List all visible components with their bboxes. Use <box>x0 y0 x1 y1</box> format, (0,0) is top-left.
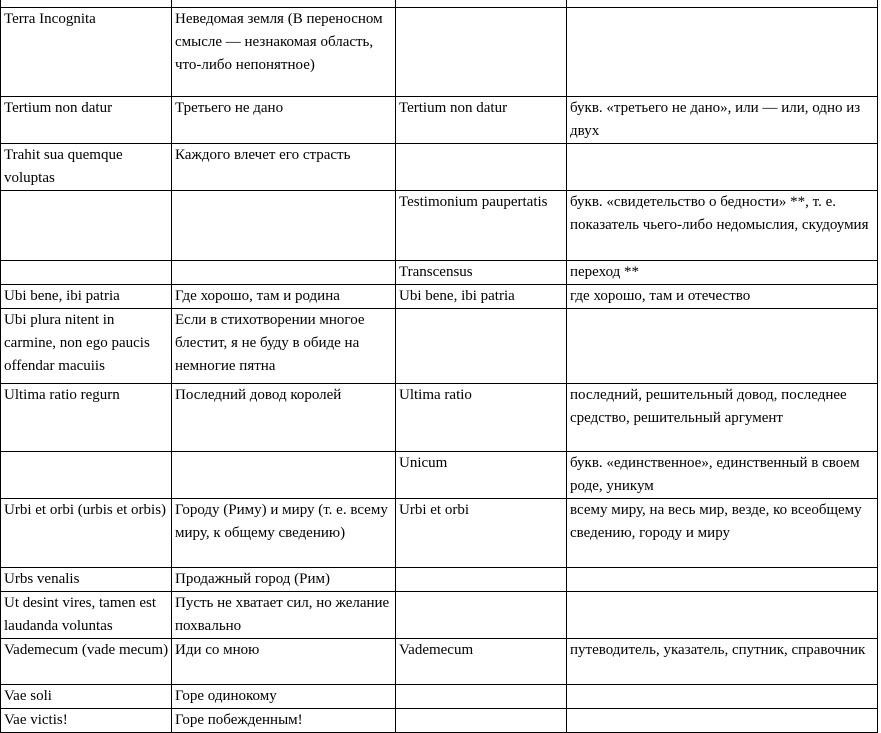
table-row <box>1 261 878 285</box>
table-cell-translation <box>172 709 396 733</box>
cell-text: Urbi et orbi <box>399 502 469 518</box>
table-row <box>1 499 878 568</box>
table-cell-translation <box>172 592 396 639</box>
table-cell-latin <box>1 285 172 309</box>
table-row <box>1 639 878 685</box>
table-cell-translation <box>172 8 396 97</box>
table-cell-translation <box>172 639 396 685</box>
table-cell-latin <box>1 499 172 568</box>
cell-text: Urbs venalis <box>4 571 80 587</box>
table-cell-latin <box>1 191 172 261</box>
cell-text: Testimonium paupertatis <box>399 194 548 210</box>
table-row <box>1 97 878 144</box>
cell-text: Urbi et orbi (urbis et orbis) <box>4 502 167 518</box>
table-cell-translation <box>172 452 396 499</box>
table-cell-meaning <box>567 452 878 499</box>
table-cell-latin-short <box>396 285 567 309</box>
table-cell-latin <box>1 0 172 8</box>
table-cell-latin-short <box>396 499 567 568</box>
table-cell-latin-short <box>396 685 567 709</box>
table-cell-latin <box>1 261 172 285</box>
table-cell-latin <box>1 144 172 191</box>
table-cell-meaning <box>567 191 878 261</box>
cell-text: Unicum <box>399 455 448 471</box>
table-cell-translation <box>172 285 396 309</box>
table-cell-meaning <box>567 499 878 568</box>
table-cell-latin <box>1 685 172 709</box>
table-cell-translation <box>172 191 396 261</box>
table-row <box>1 709 878 733</box>
table-cell-translation <box>172 384 396 452</box>
table-cell-meaning <box>567 144 878 191</box>
cell-text: букв. «единственное», единственный в своем роде, уникум <box>570 455 860 494</box>
table-cell-latin <box>1 384 172 452</box>
table-cell-latin <box>1 709 172 733</box>
table-row <box>1 144 878 191</box>
table-cell-latin <box>1 568 172 592</box>
table-cell-meaning <box>567 97 878 144</box>
cell-text: Transcensus <box>399 264 473 280</box>
table-cell-translation <box>172 568 396 592</box>
table-row <box>1 8 878 97</box>
table-cell-latin-short <box>396 309 567 384</box>
table-cell-translation <box>172 309 396 384</box>
table-cell-translation <box>172 261 396 285</box>
cell-text: всему миру, на весь мир, везде, ко всеобщему сведению, городу и миру <box>570 502 862 541</box>
table-cell-meaning <box>567 0 878 8</box>
cell-text: Последний довод королей <box>175 387 342 403</box>
cell-text: Третьего не дано <box>175 100 284 116</box>
cell-text: Vademecum <box>399 642 474 658</box>
table-cell-latin-short <box>396 384 567 452</box>
table-cell-translation <box>172 0 396 8</box>
cell-text: Иди со мною <box>175 642 260 658</box>
table-row <box>1 685 878 709</box>
table-cell-latin-short <box>396 452 567 499</box>
table-cell-latin-short <box>396 0 567 8</box>
table-cell-meaning <box>567 309 878 384</box>
cell-text: Неведомая земля (В переносном смысле — незнакомая область, что-либо непонятное) <box>175 11 383 73</box>
cell-text: Каждого влечет его страсть <box>175 147 351 163</box>
cell-text: Tertium non datur <box>4 100 113 116</box>
table-cell-translation <box>172 685 396 709</box>
table-row <box>1 384 878 452</box>
cell-text: Горе одинокому <box>175 688 277 704</box>
table-cell-latin-short <box>396 709 567 733</box>
table-cell-meaning <box>567 8 878 97</box>
table-cell-meaning <box>567 261 878 285</box>
cell-text: Trahit sua quemque voluptas <box>4 147 123 186</box>
cell-text: где хорошо, там и отечество <box>570 288 751 304</box>
table-cell-meaning <box>567 639 878 685</box>
cell-text: Ubi bene, ibi patria <box>4 288 120 304</box>
cell-text: последний, решительный довод, последнее средство, решительный аргумент <box>570 387 847 426</box>
cell-text: переход ** <box>570 264 640 280</box>
cell-text: букв. «третьего не дано», или — или, одно из двух <box>570 100 861 139</box>
cell-text: Горе побежденным! <box>175 712 303 728</box>
cell-text: Ubi plura nitent in carmine, non ego paucis offendar macuiis <box>4 312 150 374</box>
cell-text: Vademecum (vade mecum) <box>4 642 169 658</box>
table-row <box>1 309 878 384</box>
cell-text: Ut desint vires, tamen est laudanda voluntas <box>4 595 157 634</box>
table-cell-meaning <box>567 709 878 733</box>
table-cell-meaning <box>567 685 878 709</box>
table-row <box>1 191 878 261</box>
table-cell-latin <box>1 309 172 384</box>
table-cell-meaning <box>567 285 878 309</box>
table-cell-latin-short <box>396 261 567 285</box>
cell-text: путеводитель, указатель, спутник, справочник <box>570 642 866 658</box>
cell-text: Vae soli <box>4 688 52 704</box>
table-cell-latin-short <box>396 191 567 261</box>
cell-text: букв. «свидетельство о бедности» **, т. е. показатель чьего-либо недомыслия, скудоумия <box>570 194 869 233</box>
table-cell-latin <box>1 8 172 97</box>
table-cell-translation <box>172 499 396 568</box>
table-cell-latin <box>1 97 172 144</box>
cell-text: Ultima ratio <box>399 387 472 403</box>
cell-text: Городу (Риму) и миру (т. е. всему миру, к общему сведению) <box>175 502 388 541</box>
table-cell-latin-short <box>396 639 567 685</box>
table-row <box>1 452 878 499</box>
table-row <box>1 568 878 592</box>
cell-text: Ultima ratio regurn <box>4 387 120 403</box>
table-cell-meaning <box>567 384 878 452</box>
cell-text: Где хорошо, там и родина <box>175 288 340 304</box>
table-cell-latin <box>1 452 172 499</box>
table-cell-translation <box>172 144 396 191</box>
cell-text: Terra Incognita <box>4 11 96 27</box>
table-cell-translation <box>172 97 396 144</box>
table-row <box>1 0 878 8</box>
cell-text: Ubi bene, ibi patria <box>399 288 515 304</box>
cell-text: Vae victis! <box>4 712 68 728</box>
table-row <box>1 592 878 639</box>
cell-text: Если в стихотворении многое блестит, я не буду в обиде на немногие пятна <box>175 312 365 374</box>
cell-text: Пусть не хватает сил, но желание похвально <box>175 595 390 634</box>
table-cell-latin-short <box>396 592 567 639</box>
table-cell-latin <box>1 592 172 639</box>
table-cell-meaning <box>567 568 878 592</box>
table-cell-latin <box>1 639 172 685</box>
table-cell-latin-short <box>396 8 567 97</box>
table-cell-latin-short <box>396 144 567 191</box>
cell-text: Tertium non datur <box>399 100 508 116</box>
cell-text: Продажный город (Рим) <box>175 571 331 587</box>
table-row <box>1 285 878 309</box>
table-cell-latin-short <box>396 97 567 144</box>
table-cell-meaning <box>567 592 878 639</box>
table-cell-latin-short <box>396 568 567 592</box>
